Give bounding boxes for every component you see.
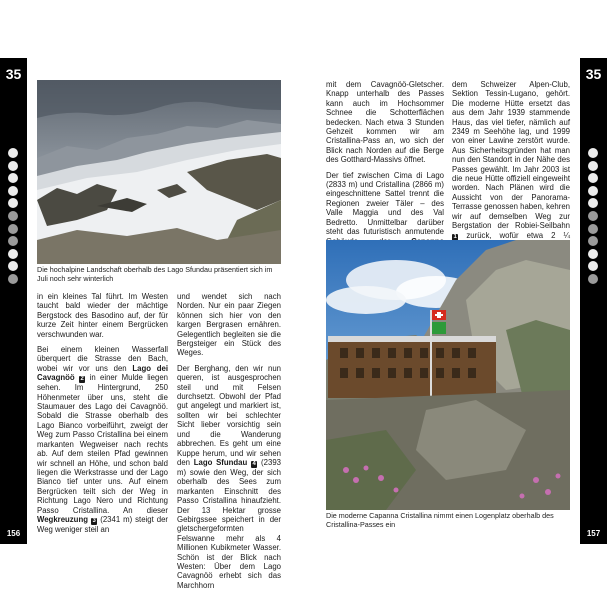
waypoint-badge: 4 [252,460,256,467]
mountain-icon [8,224,18,234]
paragraph [452,80,570,250]
paragraph [37,345,168,534]
flower-icon [588,211,598,221]
paragraph-text: (2393 m) sowie den Weg, der sich oberhalb des Sees zum markanten Einschnitt des Passo Cristallina hinaufzieht. Der 13 Hektar grosse Gebirgssee speichert in der gletschergeformten Felswanne mehr als 4 Millionen Kubikmeter Wasser. Schön ist der Blick nach Westen: Über dem Lago Cavagnöö erhebt sich das Marchhorn [177,457,281,590]
paragraph-text: Der tief zwischen Cima di Lago (2833 m) und Cristallina (2866 m) eingeschnittene Sattel trennt die Regionen zweier Täler – des Valle Maggia und des Val Bedretto. Unmittelbar darüber steht das futuristisch anmutende [326,170,444,237]
bench-icon [8,249,18,259]
paragraph [326,80,444,165]
place-name: Lago dei Cavagnöö [37,363,168,383]
icon-strip [8,148,20,287]
train-icon [588,173,598,183]
waypoint-badge: 3 [92,517,96,524]
paragraph-text: in einer Mulde liegen sehen. Im Hintergrund, 250 Höhenmeter über uns, steht die Staumauer des Lago dei Cavagnöö. Sobald die Strasse oberhalb des Lago Bianco vorbeiführt, zweigt der Weg zum Passo Cristallina bei einem markanten Wegweiser nach rechts ab. Auf dem steilen Pfad gewinnen wir schnell an Höhe, und schon bald liegen die Werkstrasse und der Lago Bianco tief unter uns. Auf einem Bergrücken teilt sich der Weg in Richtung Lago Nero und Richtung Passo Cristallina. An dieser [37,373,169,515]
alpine-landscape-photo [37,80,281,264]
photo-caption-left: Die hochalpine Landschaft oberhalb des Lago Sfundau präsentiert sich im Juli noch sehr winterlich [37,265,273,283]
left-sidebar [0,58,27,544]
icon-strip [588,148,600,287]
tour-number: 35 [5,66,22,82]
right-sidebar [580,58,607,544]
paragraph [177,292,281,358]
paragraph-text: dem Schweizer Alpen-Club, Sektion Tessin-Lugano, gehört. Die moderne Hütte ersetzt das aus dem Jahr 1939 stammende Haus, das viel tiefer, nämlich auf 2349 m Seehöhe lag, und 1999 von einer Lawine zerstört wurde. Aus Sicherheitsgründen hat man nun den Standort in der Nähe des Passes gewählt. Im Jahr 2003 ist die neue Hütte offiziell eingeweiht worden. Nach Plänen wird die Aussicht von der Panorama-Terrasse genossen haben, kehren wir auf demselben Weg zur Bergstation der Robiei-Seilbahn [452,80,570,231]
paragraph-text: in ein kleines Tal führt. Im Westen taucht bald wieder der mächtige Bergstock des Basodino auf, der für kurze Zeit hinter einem Bergrücken verschwunden war. [37,292,168,339]
gondola-icon [8,148,18,158]
page-number-left: 156 [6,529,21,538]
bench-icon [588,249,598,259]
paragraph [177,364,281,590]
text-column-2 [177,292,281,590]
mountain-icon [588,224,598,234]
paragraph-text: mit dem Cavagnöö-Gletscher. Knapp unterhalb des Passes kann auch im Hochsommer Schnee die Schotterflächen bedecken. Nach etwa 3 Stunden Gehzeit kommen wir am Cristallina-Pass an, wo sich der Blick nach Norden auf die Berge des Gotthard-Massivs öffnet. [326,80,444,165]
sign-icon [8,236,18,246]
place-name: Lago Sfundau [193,457,248,467]
page-number-right: 157 [586,529,601,538]
train-icon [8,173,18,183]
capanna-cristallina-photo [326,240,570,510]
hut-icon [588,186,598,196]
info-icon [8,261,18,271]
place-name: Wegkreuzung [37,514,88,524]
gondola-icon [588,148,598,158]
info-icon [588,261,598,271]
waypoint-badge: 2 [80,376,84,383]
tour-number: 35 [585,66,602,82]
hut-icon [8,186,18,196]
paragraph-text: Bei einem kleinen Wasserfall überquert die Strasse den Bach, wobei wir vor uns den [37,345,168,373]
lake-icon [8,198,18,208]
flower-icon [8,211,18,221]
paragraph-text: zurück, wofür etwa 2 ¼ [466,230,570,240]
bus-icon [588,161,598,171]
text-column-4 [452,80,570,240]
sign-icon [588,236,598,246]
waypoint-badge: 1 [453,233,457,240]
paragraph [37,292,168,339]
text-column-1 [37,292,168,532]
lake-icon [588,198,598,208]
cross-icon [8,274,18,284]
photo-caption-right: Die moderne Capanna Cristallina nimmt einen Logenplatz oberhalb des Cristallina-Passes ein [326,511,554,529]
paragraph-text: (2341 m) steigt der Weg weniger steil an [37,514,168,534]
text-column-3 [326,80,444,240]
paragraph-text: und wendet sich nach Norden. Nur ein paar Ziegen können sich hier von den kargen Bergrasen ernähren. Gelegentlich begleiten sie die Bergsteiger ein Stück des Weges. [177,292,281,358]
cross-icon [588,274,598,284]
paragraph-text: Der Berghang, den wir nun queren, ist ausgesprochen steil und mit Felsen durchsetzt. Obwohl der Pfad gut angelegt und markiert ist, sollten wir bei schlechter Sicht lieber vorsichtig sein und die Wanderung abbrechen. Es geht um eine Kuppe herum, und wir sehen den [177,363,281,467]
bus-icon [8,161,18,171]
